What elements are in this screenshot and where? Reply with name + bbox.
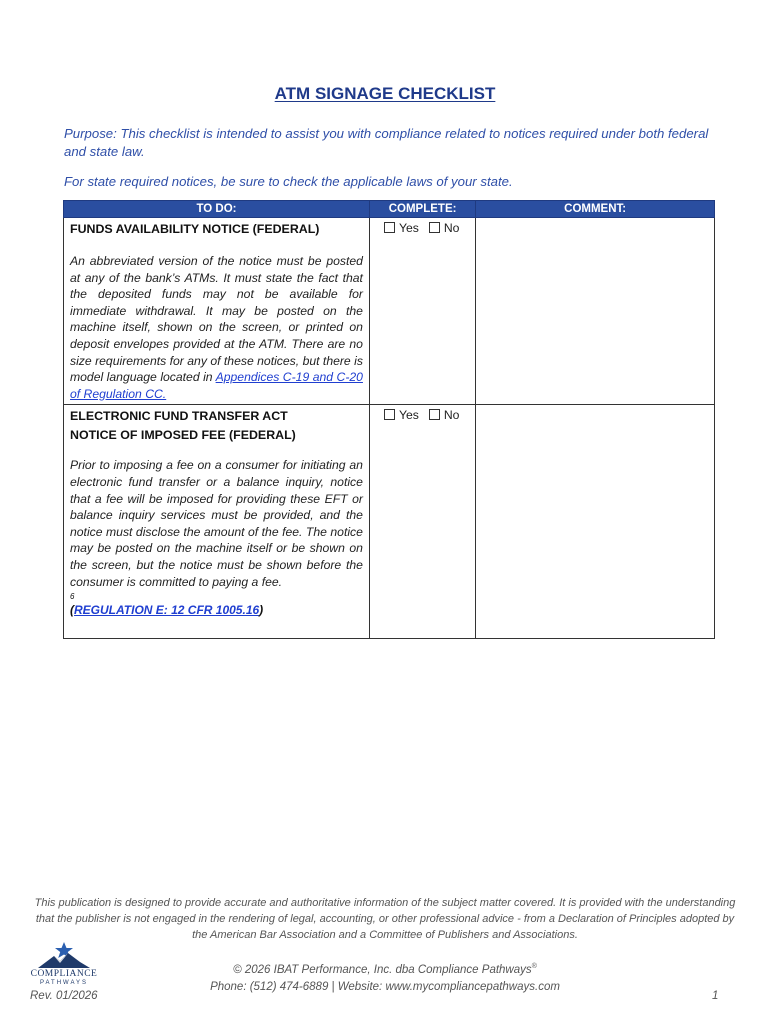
logo-text-compliance: COMPLIANCE [30,969,98,979]
todo-cell [64,405,370,639]
comment-cell[interactable] [476,405,715,639]
yes-checkbox[interactable] [384,222,395,233]
logo-text-pathways: PATHWAYS [39,980,89,986]
regulation-e-link[interactable]: REGULATION E: 12 CFR 1005.16 [74,603,260,618]
reg-open-paren: ( [70,603,74,618]
footnote-marker: 6 [70,592,75,602]
yes-label: Yes [398,221,419,235]
page-number: 1 [712,990,719,1002]
yes-option[interactable] [384,408,419,422]
contact-text: Phone: (512) 474-6889 | Website: www.mycompliancepathways.com [210,980,560,993]
company-logo [24,940,104,992]
item-description: Prior to imposing a fee on a consumer for initiating an electronic fund transfer or a balance inquiry, notice that a fee will be imposed for providing these EFT or balance inquiry services must be provided, and the notice must disclose the amount of the fee. The notice may be posted on the machine itself or be shown on the screen, but the notice must be shown before the consumer is committed to paying a fee. [70,458,363,589]
state-note-text: For state required notices, be sure to check the applicable laws of your state. [64,174,513,189]
yes-checkbox[interactable] [384,409,395,420]
no-label: No [443,408,460,423]
regulation-cc-link[interactable]: Appendices C-19 and C-20 of Regulation CC. [70,370,363,401]
reg-close-paren: ) [259,603,264,618]
item-title: ELECTRONIC FUND TRANSFER ACT [70,409,288,424]
disclaimer-text: This publication is designed to provide accurate and authoritative information of the subject matter covered. It is provided with the understanding that the publisher is not engaged in the rendering of legal, accounting, or other professional advice - from a Declaration of Principles adopted by the American Bar Association and a Committee of Publishers and Associations. [34,897,736,941]
comment-cell[interactable] [476,218,715,405]
no-checkbox[interactable] [429,409,440,420]
table-row [64,405,715,639]
table-row [64,218,715,405]
page-title: ATM SIGNAGE CHECKLIST [274,84,496,103]
item-description [70,253,363,402]
item-body-text: An abbreviated version of the notice must be posted at any of the bank’s ATMs. It must state the fact that the deposited funds may not be available for immediate withdrawal. It may be posted on the machine itself, shown on the screen, or printed on deposit envelopes provided at the ATM. There are no size requirements for any of these notices, but there is model language located in [70,254,363,385]
header-complete: COMPLETE: [369,201,475,218]
no-checkbox[interactable] [429,222,440,233]
item-title: FUNDS AVAILABILITY NOTICE (FEDERAL) [70,222,320,236]
yes-option[interactable] [384,221,419,235]
no-option[interactable] [429,221,460,235]
complete-cell [369,405,475,639]
registered-mark: ® [531,963,537,970]
revision-label: Rev. 01/2026 [30,990,98,1002]
todo-cell [64,218,370,405]
yes-label: Yes [398,408,419,423]
checklist-table [63,200,715,639]
star-mountain-icon [24,940,104,970]
purpose-text: Purpose: This checklist is intended to assist you with compliance related to notices required under both federal and state law. [64,126,709,159]
regulation-reference [70,602,363,618]
no-label: No [443,221,460,235]
copyright-block [150,958,620,996]
table-header-row [64,201,715,218]
header-comment: COMMENT: [476,201,715,218]
item-subtitle: NOTICE OF IMPOSED FEE (FEDERAL) [70,428,296,443]
copyright-text: © 2026 IBAT Performance, Inc. dba Compliance Pathways [233,963,532,976]
header-todo: TO DO: [64,201,370,218]
no-option[interactable] [429,408,460,422]
complete-cell [369,218,475,405]
